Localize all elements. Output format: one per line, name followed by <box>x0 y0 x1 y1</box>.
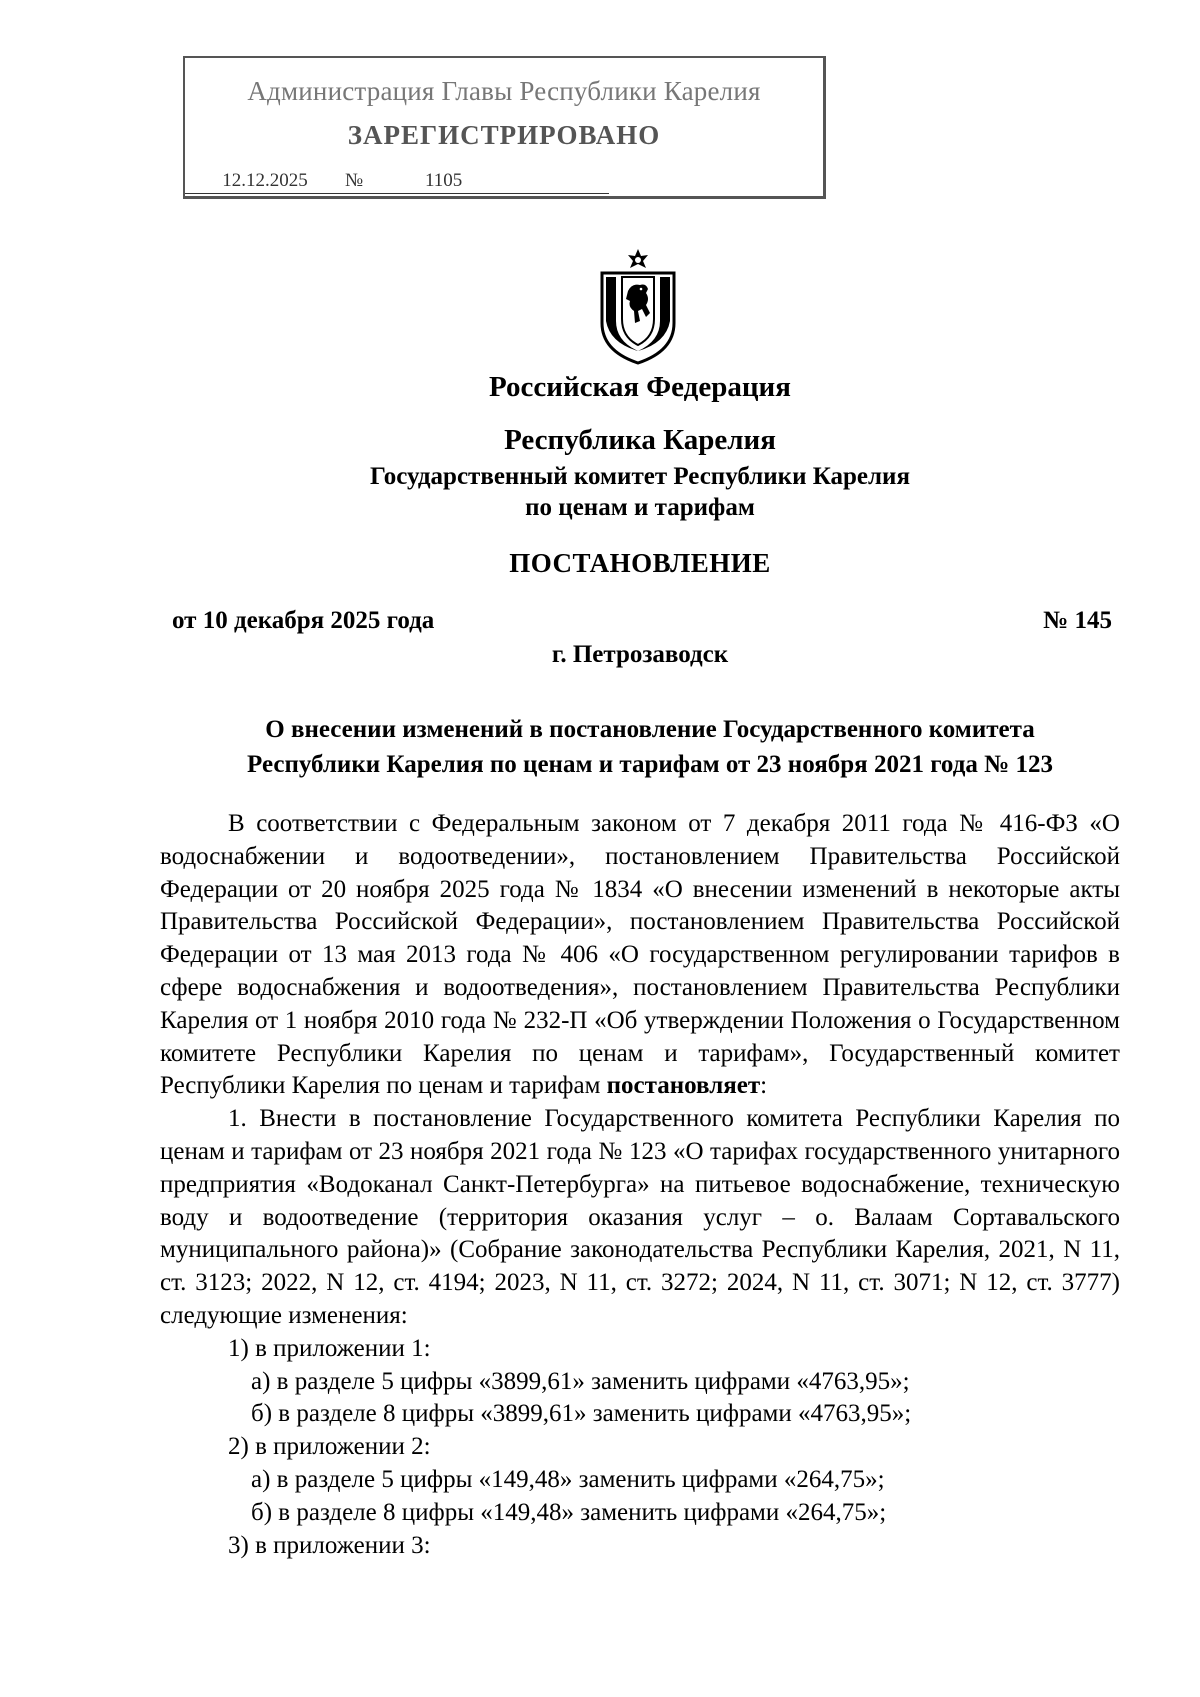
stamp-status: ЗАРЕГИСТРИРОВАНО <box>347 120 661 150</box>
document-type: ПОСТАНОВЛЕНИЕ <box>509 548 771 578</box>
resolves-word: постановляет <box>606 1072 761 1100</box>
stamp-number-sign: № <box>345 170 369 194</box>
decree-date: от 10 декабря 2025 года <box>172 607 435 634</box>
subitem-1: 1) в приложении 1: <box>228 1334 431 1362</box>
subitem-2b: б) в разделе 8 цифры «149,48» заменить цифрами «264,75»; <box>251 1498 887 1526</box>
item-1-paragraph: 1. Внести в постановление Государственного комитета Республики Карелия по ценам и тарифам от 23 ноября 2021 года № 123 «О тарифах государственного унитарного предприятия «Водоканал Санкт-Петербурга» на питьевое водоснабжение, техническую воду и водоотведение (территория оказания услуг – о. Валаам Сортавальского муниципального района)» (Собрание законодательства Республики Карелия, 2021, N 11, ст. 3123; 2022, N 12, ст. 4194; 2023, N 11, ст. 3272; 2024, N 11, ст. 3071; N 12, ст. 3777) следующие изменения: <box>160 1105 1120 1329</box>
stamp-number: 1105 <box>369 170 609 194</box>
subitem-2: 2) в приложении 2: <box>228 1433 431 1461</box>
preamble-colon: : <box>760 1072 768 1100</box>
subitem-2a: а) в разделе 5 цифры «149,48» заменить цифрами «264,75»; <box>251 1465 885 1493</box>
heading-committee-line1: Государственный комитет Республики Карелия <box>370 463 910 490</box>
preamble-paragraph <box>160 808 1120 1103</box>
document-body <box>160 808 1120 1562</box>
decree-city: г. Петрозаводск <box>551 641 729 668</box>
preamble-text: В соответствии с Федеральным законом от 7 декабря 2011 года № 416-ФЗ «О водоснабжении и водоотведении», постановлением Правительства Российской Федерации от 20 ноября 2025 года № 1834 «О внесении изменений в некоторые акты Правительства Российской Федерации», постановлением Правительства Российской Федерации от 13 мая 2013 года № 406 «О государственном регулировании тарифов в сфере водоснабжения и водоотведения», постановлением Правительства Республики Карелия от 1 ноября 2010 года № 232-П «Об утверждении Положения о Государственном комитете Республики Карелия по ценам и тарифам», Государственный комитет Республики Карелия по ценам и тарифам <box>160 810 1120 1100</box>
subitem-1a: а) в разделе 5 цифры «3899,61» заменить цифрами «4763,95»; <box>251 1367 910 1395</box>
subitem-1b: б) в разделе 8 цифры «3899,61» заменить цифрами «4763,95»; <box>251 1400 912 1428</box>
stamp-organization: Администрация Главы Республики Карелия <box>247 76 761 106</box>
subject-line2: Республики Карелия по ценам и тарифам от 23 ноября 2021 года № 123 <box>247 751 1053 778</box>
heading-committee-line2: по ценам и тарифам <box>525 494 755 521</box>
subitem-3: 3) в приложении 3: <box>228 1531 431 1559</box>
stamp-date: 12.12.2025 <box>185 170 345 194</box>
decree-number: № 145 <box>1043 607 1112 634</box>
heading-republic: Республика Карелия <box>504 424 776 456</box>
subject-line1: О внесении изменений в постановление Государственного комитета <box>265 716 1035 743</box>
coat-of-arms-karelia-icon <box>594 247 682 365</box>
stamp-registration-row <box>185 168 609 194</box>
heading-federation: Российская Федерация <box>489 371 791 403</box>
date-number-row <box>172 607 1112 635</box>
